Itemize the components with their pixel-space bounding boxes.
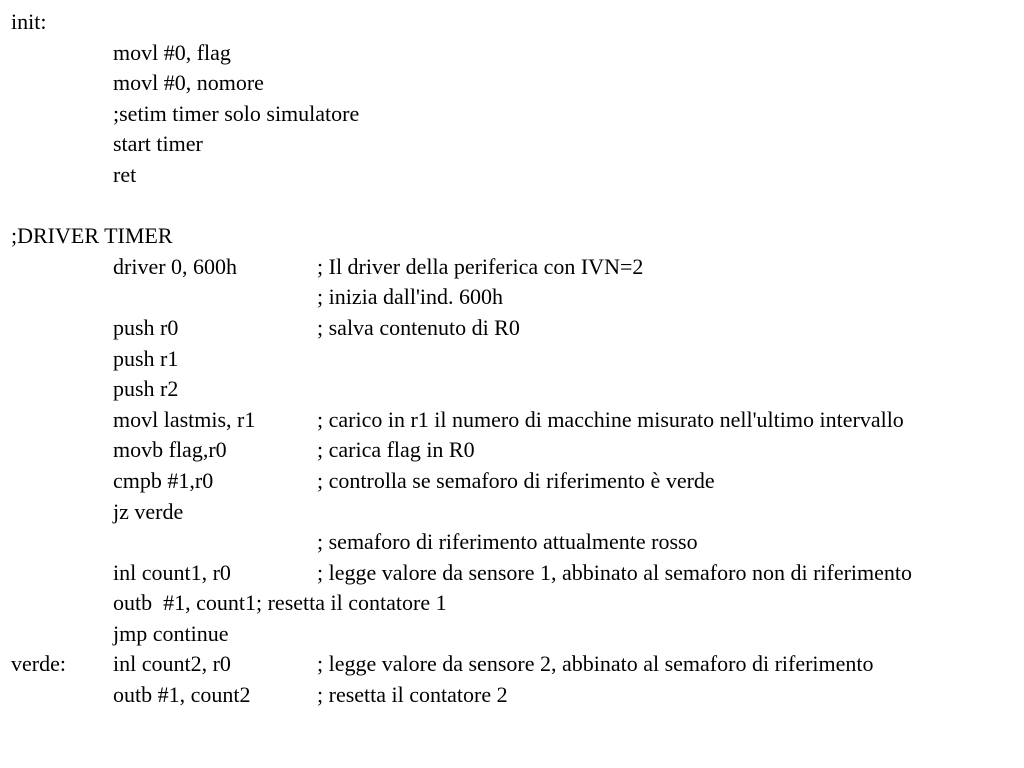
code-line (0, 466, 1024, 497)
code-instruction: ret (113, 161, 137, 187)
code-line (0, 7, 1024, 38)
code-instruction: movb flag,r0 (113, 437, 227, 463)
code-line (0, 129, 1024, 160)
code-line (0, 680, 1024, 711)
blank-line (0, 191, 1024, 222)
code-line (0, 252, 1024, 283)
code-instruction: jz verde (113, 498, 184, 524)
code-instruction: jmp continue (113, 620, 229, 646)
code-comment: ; legge valore da sensore 2, abbinato al semaforo di riferimento (317, 651, 874, 677)
code-instruction: driver 0, 600h (113, 253, 238, 279)
code-line (0, 497, 1024, 528)
code-line (0, 527, 1024, 558)
code-comment: ; carico in r1 il numero di macchine misurato nell'ultimo intervallo (317, 406, 904, 432)
code-line (0, 374, 1024, 405)
code-comment: ; inizia dall'ind. 600h (317, 284, 504, 310)
code-instruction: cmpb #1,r0 (113, 467, 214, 493)
code-line (0, 68, 1024, 99)
section-heading: ;DRIVER TIMER (11, 223, 173, 249)
code-comment: ; carica flag in R0 (317, 437, 475, 463)
code-instruction: movl #0, flag (113, 39, 231, 65)
code-comment: ; Il driver della periferica con IVN=2 (317, 253, 644, 279)
code-comment: ; controlla se semaforo di riferimento è verde (317, 467, 715, 493)
code-instruction: inl count1, r0 (113, 559, 231, 585)
code-instruction: movl lastmis, r1 (113, 406, 256, 432)
code-instruction: inl count2, r0 (113, 651, 231, 677)
code-line (0, 282, 1024, 313)
code-line (0, 649, 1024, 680)
code-line (0, 221, 1024, 252)
code-comment: ; resetta il contatore 2 (317, 682, 508, 708)
code-instruction: push r2 (113, 376, 179, 402)
code-line (0, 344, 1024, 375)
code-listing (0, 7, 1024, 711)
code-line (0, 38, 1024, 69)
code-comment: ; salva contenuto di R0 (317, 314, 520, 340)
code-line (0, 619, 1024, 650)
code-instruction: ;setim timer solo simulatore (113, 100, 360, 126)
code-line (0, 588, 1024, 619)
code-line (0, 435, 1024, 466)
code-instruction: outb #1, count1; resetta il contatore 1 (113, 590, 447, 616)
code-instruction: movl #0, nomore (113, 70, 264, 96)
code-label: init: (11, 9, 47, 34)
code-comment: ; semaforo di riferimento attualmente rosso (317, 529, 698, 555)
code-comment: ; legge valore da sensore 1, abbinato al semaforo non di riferimento (317, 559, 913, 585)
code-instruction: push r1 (113, 345, 179, 371)
code-line (0, 313, 1024, 344)
code-line (0, 405, 1024, 436)
code-line (0, 160, 1024, 191)
code-label: verde: (11, 651, 66, 677)
code-instruction: start timer (113, 131, 203, 157)
code-line (0, 99, 1024, 130)
code-instruction: push r0 (113, 314, 179, 340)
code-instruction: outb #1, count2 (113, 682, 251, 708)
code-line (0, 558, 1024, 589)
